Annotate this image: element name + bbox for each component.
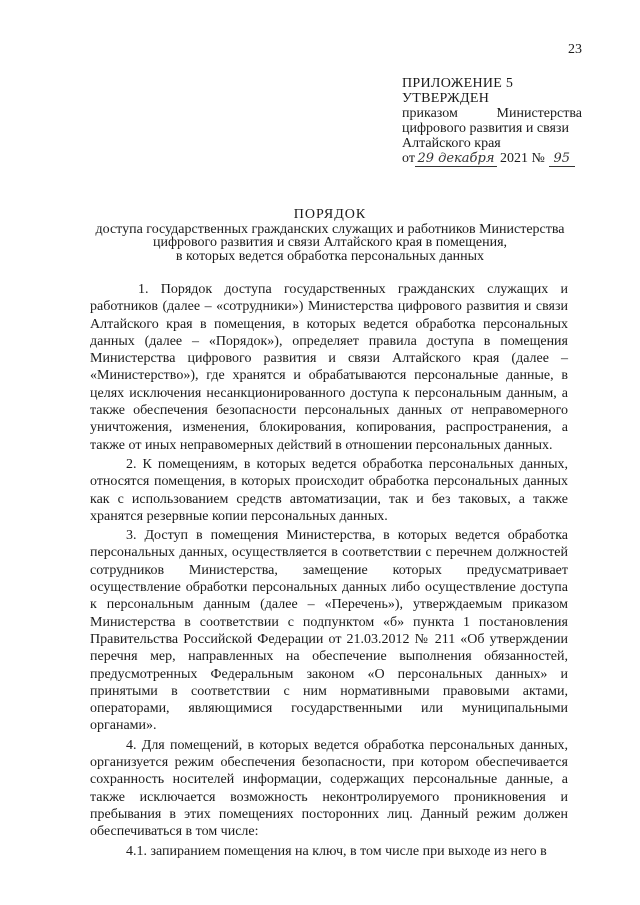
subtitle-line-2: цифрового развития и связи Алтайского края в помещения, — [152, 235, 508, 250]
appendix-label: ПРИЛОЖЕНИЕ 5 — [402, 76, 514, 91]
page-number: 23 — [568, 42, 582, 57]
document-heading: ПОРЯДОК — [293, 207, 367, 222]
order-line-1: приказом Министерства — [402, 106, 582, 121]
approval-block — [402, 76, 582, 167]
subtitle-line-3: в которых ведется обработка персональных данных — [175, 248, 485, 264]
document-title-block — [92, 208, 568, 263]
handwritten-number: 95 — [549, 152, 575, 167]
order-line-3: Алтайского края — [402, 136, 501, 151]
date-prefix: от — [402, 151, 415, 166]
paragraph-4-1: 4.1. запиранием помещения на ключ, в том числе при выходе из него в — [126, 843, 547, 859]
paragraph-4: 4. Для помещений, в которых ведется обработка персональных данных, организуется режим обеспечения безопасности, при котором обеспечивается сохранность носителей информации, содержащих персональные данные, а также исключается возможность неконтролируемого проникновения и пребывания в этих помещениях посторонних лиц. Данный режим должен обеспечиваться в том числе: — [90, 737, 568, 840]
handwritten-date: 29 декабря — [415, 152, 497, 167]
paragraph-3: 3. Доступ в помещения Министерства, в которых ведется обработка персональных данных, осуществляется в соответствии с перечнем должностей сотрудников Министерства, замещение которых предусматривает осуществление обработки персональных данных либо осуществление доступа к персональным данным (далее – «Перечень»), утверждаемым приказом Министерства в соответствии с подпунктом «б» пункта 1 постановления Правительства Российской Федерации от 21.03.2012 № 211 «Об утверждении перечня мер, направленных на обеспечение выполнения обязанностей, предусмотренных Федеральным законом «О персональных данных» и принятыми в соответствии с ним нормативными правовыми актами, операторами, являющимися государственными или муниципальными органами». — [90, 528, 568, 734]
document-body — [90, 281, 568, 862]
order-date-line — [402, 151, 582, 167]
order-line-2: цифрового развития и связи — [402, 121, 569, 136]
paragraph-2: 2. К помещениям, в которых ведется обработка персональных данных, относятся помещения, в которых происходит обработка персональных данных как с использованием средств автоматизации, так и без таковых, а также хранятся резервные копии персональных данных. — [90, 456, 568, 524]
paragraph-1: 1. Порядок доступа государственных гражданских служащих и работников (далее – «сотрудники») Министерства цифрового развития и связи Алтайского края в помещения, в которых ведется обработка персональных данных (далее – «Порядок»), определяет правила доступа в помещения Министерства цифрового развития и связи Алтайского края (далее – «Министерство»), где хранятся и обрабатываются персональные данные, в целях исключения несанкционированного доступа к персональным данным, а также обеспечения безопасности персональных данных от неправомерного уничтожения, изменения, блокирования, копирования, распространения, а также от иных неправомерных действий в отношении персональных данных. — [90, 282, 568, 453]
subtitle-line-1: доступа государственных гражданских служащих и работников Министерства — [95, 221, 565, 237]
approved-label: УТВЕРЖДЕН — [402, 91, 490, 106]
order-year: 2021 № — [499, 151, 545, 166]
